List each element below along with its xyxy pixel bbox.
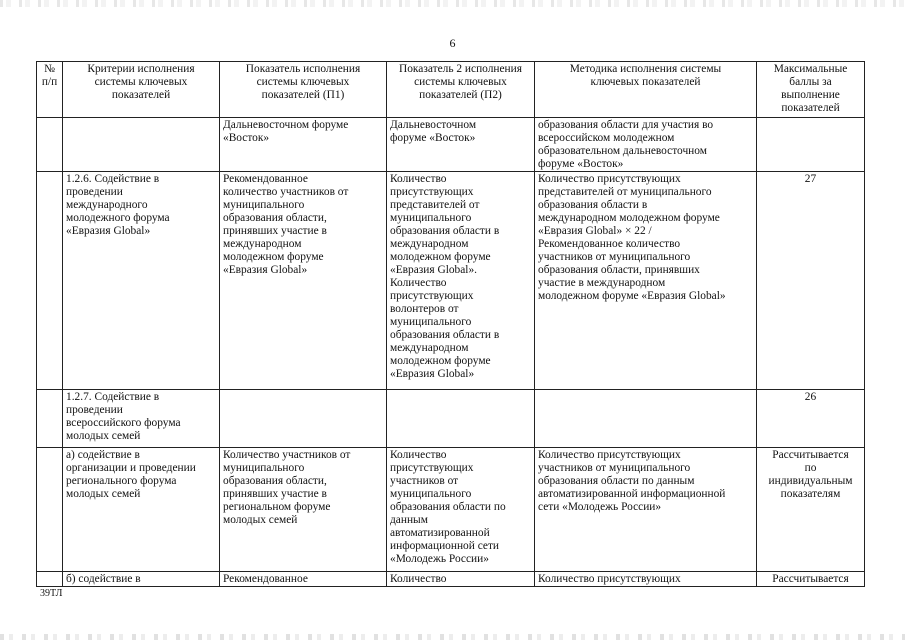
scan-artifact-bottom [0,634,905,640]
criteria-cell: а) содействие в организации и проведении регионального форума молодых семей [63,448,220,572]
header-num: № п/п [37,62,63,118]
row-num-cell [37,118,63,172]
criteria-cell: 1.2.6. Содействие в проведении международного молодежного форума «Евразия Global» [63,172,220,390]
indicator-p1-cell: Рекомендованное [220,572,387,587]
indicator-p1-cell: Количество участников от муниципального образования области, принявших участие в региональном форуме молодых семей [220,448,387,572]
method-cell: образования области для участия во всероссийском молодежном образовательном дальневосточном форуме «Восток» [535,118,757,172]
row-num-cell [37,572,63,587]
table-row [37,448,865,572]
indicator-p1-cell: Дальневосточном форуме «Восток» [220,118,387,172]
indicator-p2-cell: Количество присутствующих представителей от муниципального образования области в международном молодежном форуме «Евразия Global». Количество присутствующих волонтеров от муниципального образования области в международном молодежном форуме «Евразия Global» [387,172,535,390]
criteria-cell [63,118,220,172]
row-num-cell [37,390,63,448]
header-max-score: Максимальные баллы за выполнение показателей [757,62,865,118]
indicator-p1-cell: Рекомендованное количество участников от муниципального образования области, принявших участие в международном молодежном форуме «Евразия Global» [220,172,387,390]
method-cell: Количество присутствующих участников от муниципального образования области по данным автоматизированной информационной сети «Молодежь России» [535,448,757,572]
scan-artifact-top [0,0,905,7]
max-score-cell: 27 [757,172,865,390]
method-cell: Количество присутствующих представителей от муниципального образования области в международном молодежном форуме «Евразия Global» × 22 / Рекомендованное количество участников от муниципального образования области, принявших участие в международном молодежном форуме «Евразия Global» [535,172,757,390]
row-num-cell [37,172,63,390]
method-cell [535,390,757,448]
table-row [37,172,865,390]
method-cell: Количество присутствующих [535,572,757,587]
max-score-cell: 26 [757,390,865,448]
indicator-p2-cell: Дальневосточном форуме «Восток» [387,118,535,172]
indicator-p2-cell [387,390,535,448]
table-row [37,390,865,448]
indicator-p1-cell [220,390,387,448]
row-num-cell [37,448,63,572]
max-score-cell [757,118,865,172]
header-method: Методика исполнения системы ключевых показателей [535,62,757,118]
criteria-cell: б) содействие в [63,572,220,587]
header-indicator-p1: Показатель исполнения системы ключевых показателей (П1) [220,62,387,118]
criteria-cell: 1.2.7. Содействие в проведении всероссийского форума молодых семей [63,390,220,448]
indicator-p2-cell: Количество присутствующих участников от муниципального образования области по данным автоматизированной информационной сети «Молодежь России» [387,448,535,572]
table-header-row [37,62,865,118]
max-score-cell: Рассчитывается по индивидуальным показателям [757,448,865,572]
page-number: 6 [449,36,456,50]
header-criteria: Критерии исполнения системы ключевых показателей [63,62,220,118]
document-code: 39ТЛ [40,588,63,599]
indicators-table [36,61,865,587]
table-row [37,118,865,172]
table-row [37,572,865,587]
header-indicator-p2: Показатель 2 исполнения системы ключевых показателей (П2) [387,62,535,118]
indicator-p2-cell: Количество [387,572,535,587]
max-score-cell: Рассчитывается [757,572,865,587]
